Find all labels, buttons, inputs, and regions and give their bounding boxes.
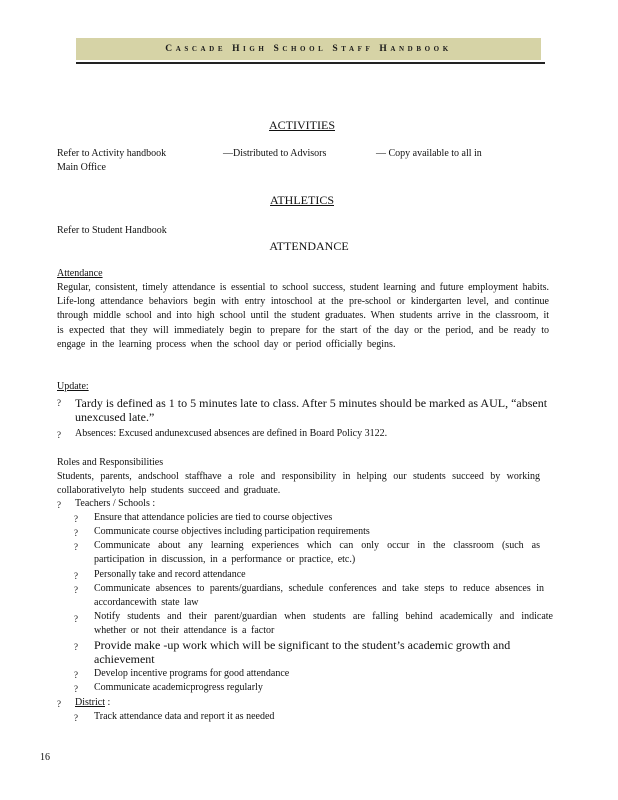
update-item-absences: Absences: Excused andunexcused absences are defined in Board Policy 3122.: [75, 428, 388, 439]
teacher-item-7: Provide make -up work which will be significant to the student’s academic growth and achievement: [94, 638, 511, 666]
teacher-item-5: Communicate absences to parents/guardians, schedule conferences and take steps to reduce absences in accordancewith state law: [94, 583, 544, 609]
page-header-title: Cascade High School Staff Handbook: [165, 44, 452, 54]
roles-label: Roles and Responsibilities: [57, 457, 164, 468]
attendance-subheading: Attendance: [57, 268, 103, 279]
update-item-tardy: Tardy is defined as 1 to 5 minutes late to class. After 5 minutes should be marked as AUL, “absent unexcused late.”: [75, 396, 548, 424]
activities-line-1c: — Copy available to all in: [376, 148, 482, 159]
teacher-item-8: Develop incentive programs for good attendance: [94, 668, 290, 679]
attendance-paragraph: Regular, consistent, timely attendance is essential to school success, student learning and future employment habits. Life-long attendance behaviors begin with entry intoschool at the pre-school or kindergarten level, and continue through middle school and into high school until the student graduates. When students arrive in the classroom, it is expected that they will immediately begin to prepare for the start of the day or the period, and be ready to engage in the learning process when the school day or period officially begins.: [57, 282, 549, 350]
teacher-item-1: Ensure that attendance policies are tied to course objectives: [94, 512, 333, 523]
update-bullet-1: ?: [57, 398, 61, 408]
activities-line-2: Main Office: [57, 162, 106, 173]
district-label-row: [75, 696, 110, 710]
page-number: 16: [40, 752, 50, 763]
roles-paragraph: Students, parents, andschool staffhave a role and responsibility in helping our students succeed by working collaborativelyto help students succeed and graduate.: [57, 471, 540, 497]
header-rule: [76, 62, 545, 64]
teacher-bullet-8: ?: [74, 670, 78, 680]
update-bullet-2: ?: [57, 430, 61, 440]
teachers-label: Teachers / Schools :: [75, 498, 156, 509]
teacher-bullet-1: ?: [74, 514, 78, 524]
teacher-item-9: Communicate academicprogress regularly: [94, 682, 263, 693]
teacher-bullet-4: ?: [74, 571, 78, 581]
teacher-bullet-2: ?: [74, 528, 78, 538]
activities-line-1a: Refer to Activity handbook: [57, 148, 167, 159]
activities-line-1b: —Distributed to Advisors: [223, 148, 327, 159]
teacher-item-2: Communicate course objectives including participation requirements: [94, 526, 370, 537]
teacher-bullet-9: ?: [74, 684, 78, 694]
athletics-heading: ATHLETICS: [270, 193, 334, 207]
district-label: District: [75, 697, 105, 708]
update-label: Update:: [57, 381, 89, 392]
teacher-bullet-3: ?: [74, 542, 78, 552]
teacher-item-4: Personally take and record attendance: [94, 569, 246, 580]
teacher-bullet-5: ?: [74, 585, 78, 595]
district-bullet: ?: [57, 699, 61, 709]
activities-heading: ACTIVITIES: [269, 118, 335, 132]
teachers-bullet: ?: [57, 500, 61, 510]
teacher-item-3: Communicate about any learning experiences which can only occur in the classroom (such as participation in discussion, in a performance or practice, etc.): [94, 540, 540, 566]
teacher-bullet-7: ?: [74, 642, 78, 652]
district-item-1: Track attendance data and report it as needed: [94, 711, 275, 722]
teacher-item-6: Notify students and their parent/guardian when students are falling behind academically and indicate whether or not their attendance is a factor: [94, 611, 553, 637]
athletics-line: Refer to Student Handbook: [57, 225, 167, 236]
attendance-heading: ATTENDANCE: [269, 239, 349, 253]
district-colon: :: [105, 697, 111, 708]
district-item-bullet-1: ?: [74, 713, 78, 723]
teacher-bullet-6: ?: [74, 614, 78, 624]
